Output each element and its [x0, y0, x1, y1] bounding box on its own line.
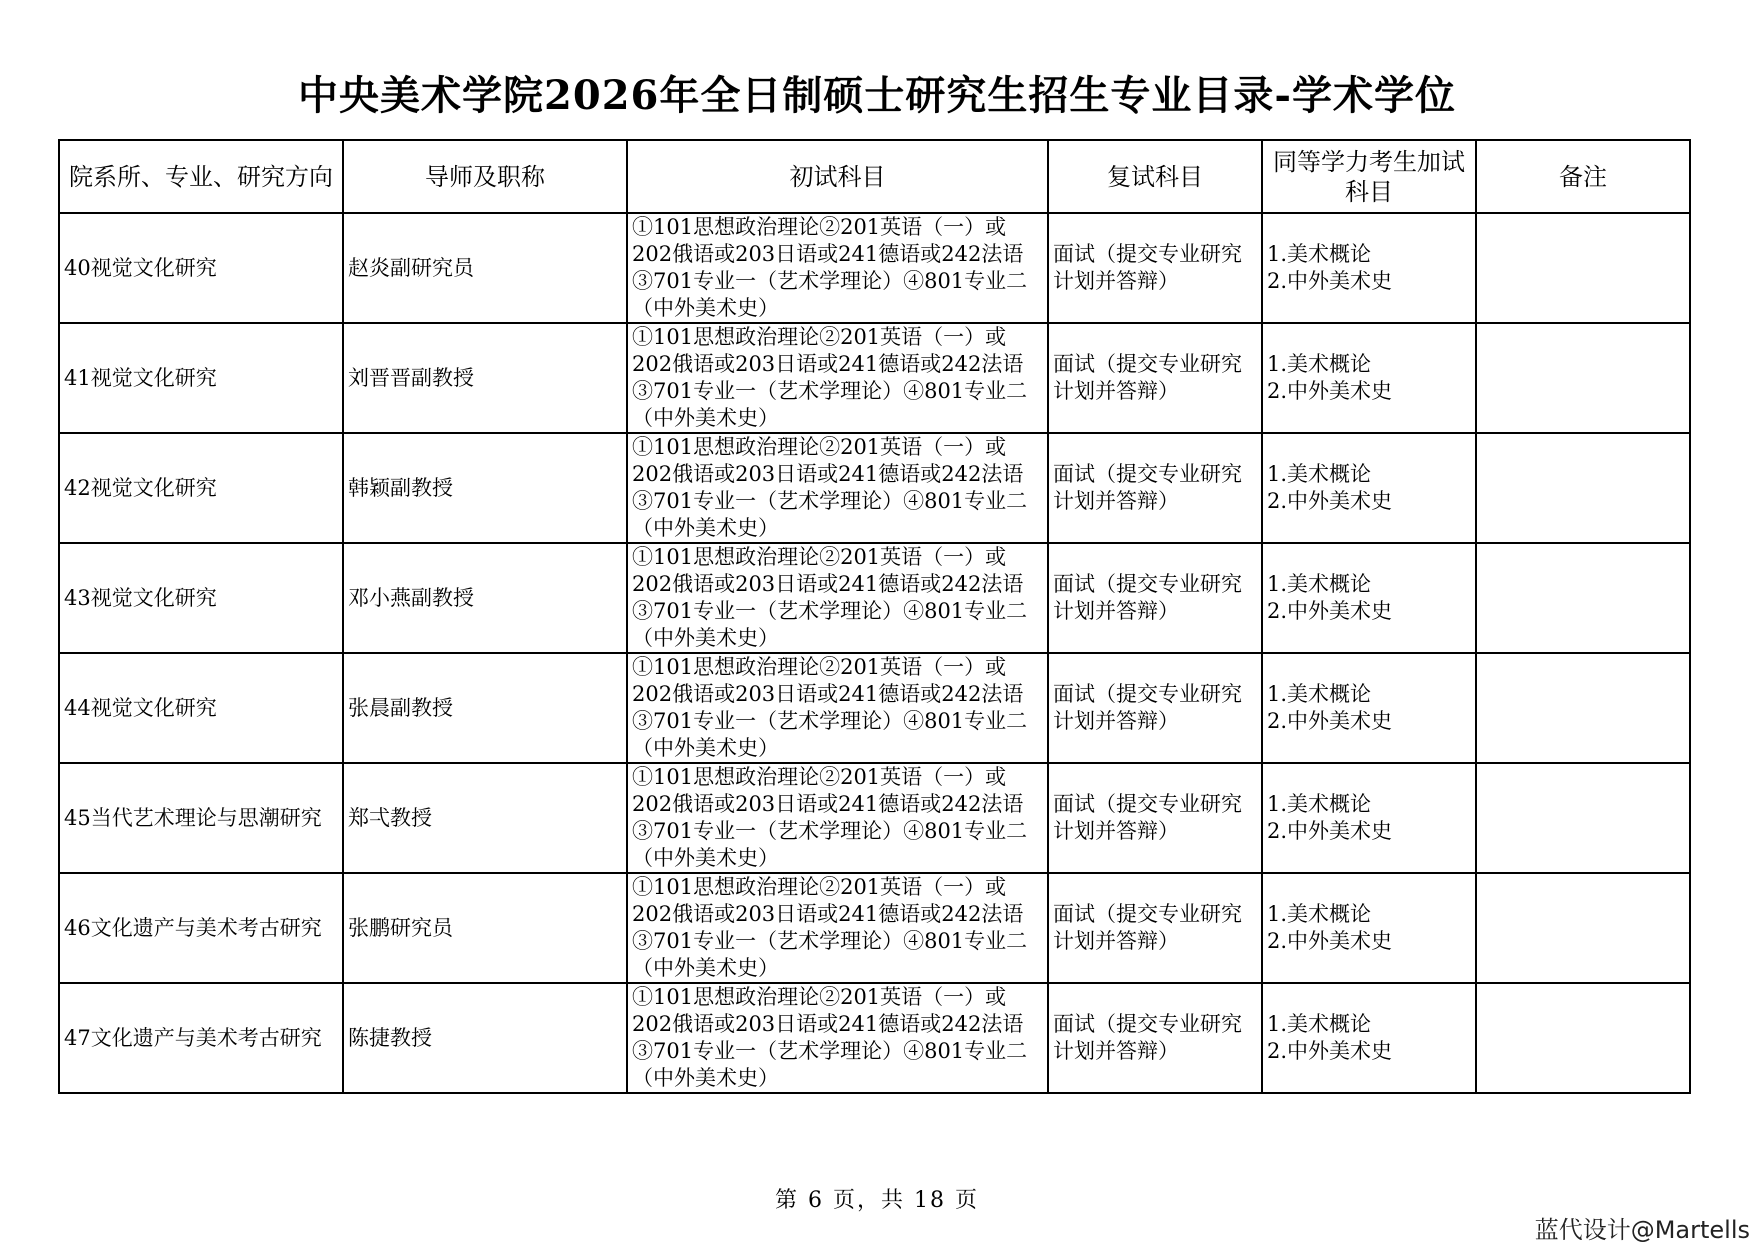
cell-extra [1262, 213, 1476, 323]
cell-advisor: 邓小燕副教授 [343, 543, 627, 653]
header-extra: 同等学力考生加试科目 [1262, 140, 1476, 213]
extra-item: 2.中外美术史 [1267, 929, 1393, 953]
table-row [59, 543, 1690, 653]
cell-note [1476, 983, 1690, 1093]
cell-dept: 47文化遗产与美术考古研究 [59, 983, 343, 1093]
cell-dept: 45当代艺术理论与思潮研究 [59, 763, 343, 873]
cell-exam: ①101思想政治理论②201英语（一）或202俄语或203日语或241德语或242法语③701专业一（艺术学理论）④801专业二（中外美术史） [627, 543, 1048, 653]
page-title: 中央美术学院2026年全日制硕士研究生招生专业目录-学术学位 [298, 72, 1456, 119]
watermark: 蓝代设计@Martells [1534, 1216, 1750, 1244]
cell-note [1476, 873, 1690, 983]
cell-exam: ①101思想政治理论②201英语（一）或202俄语或203日语或241德语或242法语③701专业一（艺术学理论）④801专业二（中外美术史） [627, 763, 1048, 873]
cell-exam: ①101思想政治理论②201英语（一）或202俄语或203日语或241德语或242法语③701专业一（艺术学理论）④801专业二（中外美术史） [627, 323, 1048, 433]
cell-exam: ①101思想政治理论②201英语（一）或202俄语或203日语或241德语或242法语③701专业一（艺术学理论）④801专业二（中外美术史） [627, 983, 1048, 1093]
table-row [59, 653, 1690, 763]
table-row [59, 873, 1690, 983]
table-row [59, 433, 1690, 543]
cell-advisor: 韩颖副教授 [343, 433, 627, 543]
cell-note [1476, 213, 1690, 323]
cell-note [1476, 653, 1690, 763]
extra-item: 1.美术概论 [1267, 792, 1372, 816]
cell-note [1476, 433, 1690, 543]
cell-exam: ①101思想政治理论②201英语（一）或202俄语或203日语或241德语或242法语③701专业一（艺术学理论）④801专业二（中外美术史） [627, 213, 1048, 323]
cell-note [1476, 763, 1690, 873]
cell-advisor: 张鹏研究员 [343, 873, 627, 983]
extra-item: 2.中外美术史 [1267, 599, 1393, 623]
cell-retest: 面试（提交专业研究计划并答辩） [1048, 543, 1262, 653]
cell-advisor: 张晨副教授 [343, 653, 627, 763]
cell-exam: ①101思想政治理论②201英语（一）或202俄语或203日语或241德语或242法语③701专业一（艺术学理论）④801专业二（中外美术史） [627, 873, 1048, 983]
extra-item: 2.中外美术史 [1267, 379, 1393, 403]
cell-retest: 面试（提交专业研究计划并答辩） [1048, 653, 1262, 763]
cell-extra [1262, 433, 1476, 543]
cell-retest: 面试（提交专业研究计划并答辩） [1048, 763, 1262, 873]
cell-retest: 面试（提交专业研究计划并答辩） [1048, 213, 1262, 323]
extra-item: 1.美术概论 [1267, 572, 1372, 596]
cell-retest: 面试（提交专业研究计划并答辩） [1048, 873, 1262, 983]
cell-exam: ①101思想政治理论②201英语（一）或202俄语或203日语或241德语或242法语③701专业一（艺术学理论）④801专业二（中外美术史） [627, 433, 1048, 543]
table-row [59, 213, 1690, 323]
extra-item: 2.中外美术史 [1267, 489, 1393, 513]
header-row [59, 140, 1690, 213]
extra-item: 2.中外美术史 [1267, 819, 1393, 843]
extra-item: 1.美术概论 [1267, 242, 1372, 266]
table-row [59, 763, 1690, 873]
extra-item: 1.美术概论 [1267, 902, 1372, 926]
cell-extra [1262, 763, 1476, 873]
table-header [59, 140, 1690, 213]
header-exam: 初试科目 [627, 140, 1048, 213]
extra-item: 1.美术概论 [1267, 352, 1372, 376]
cell-note [1476, 543, 1690, 653]
cell-dept: 43视觉文化研究 [59, 543, 343, 653]
extra-item: 1.美术概论 [1267, 1012, 1372, 1036]
cell-dept: 40视觉文化研究 [59, 213, 343, 323]
cell-retest: 面试（提交专业研究计划并答辩） [1048, 323, 1262, 433]
extra-item: 2.中外美术史 [1267, 1039, 1393, 1063]
table-row [59, 323, 1690, 433]
cell-retest: 面试（提交专业研究计划并答辩） [1048, 433, 1262, 543]
cell-note [1476, 323, 1690, 433]
cell-advisor: 陈捷教授 [343, 983, 627, 1093]
cell-dept: 46文化遗产与美术考古研究 [59, 873, 343, 983]
cell-dept: 41视觉文化研究 [59, 323, 343, 433]
cell-extra [1262, 873, 1476, 983]
extra-item: 1.美术概论 [1267, 682, 1372, 706]
cell-dept: 44视觉文化研究 [59, 653, 343, 763]
header-note: 备注 [1476, 140, 1690, 213]
cell-extra [1262, 543, 1476, 653]
cell-extra [1262, 983, 1476, 1093]
table-row [59, 983, 1690, 1093]
cell-advisor: 郑弌教授 [343, 763, 627, 873]
extra-item: 2.中外美术史 [1267, 269, 1393, 293]
cell-advisor: 赵炎副研究员 [343, 213, 627, 323]
table-body [59, 213, 1690, 1093]
extra-item: 2.中外美术史 [1267, 709, 1393, 733]
cell-advisor: 刘晋晋副教授 [343, 323, 627, 433]
cell-extra [1262, 323, 1476, 433]
extra-item: 1.美术概论 [1267, 462, 1372, 486]
page-number: 第 6 页，共 18 页 [775, 1188, 979, 1213]
header-advisor: 导师及职称 [343, 140, 627, 213]
cell-exam: ①101思想政治理论②201英语（一）或202俄语或203日语或241德语或242法语③701专业一（艺术学理论）④801专业二（中外美术史） [627, 653, 1048, 763]
cell-dept: 42视觉文化研究 [59, 433, 343, 543]
catalog-table [58, 139, 1691, 1094]
cell-extra [1262, 653, 1476, 763]
cell-retest: 面试（提交专业研究计划并答辩） [1048, 983, 1262, 1093]
header-dept: 院系所、专业、研究方向 [59, 140, 343, 213]
header-retest: 复试科目 [1048, 140, 1262, 213]
